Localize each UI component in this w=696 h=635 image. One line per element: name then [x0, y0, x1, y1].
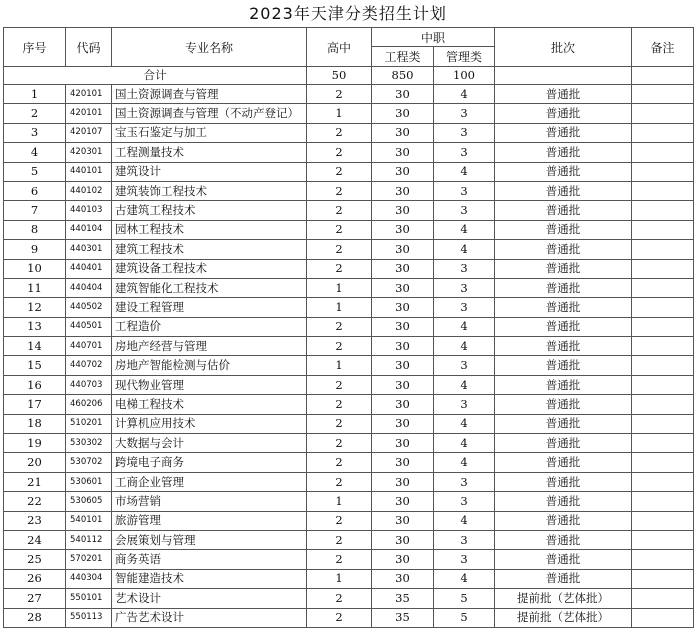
major-name-cell: 国土资源调查与管理: [112, 85, 307, 104]
code-cell: 530605: [66, 492, 112, 511]
seq-cell: 24: [4, 530, 66, 549]
major-name-cell: 旅游管理: [112, 511, 307, 530]
table-row: [4, 530, 694, 549]
major-name-cell: 建筑智能化工程技术: [112, 278, 307, 297]
batch-cell: 普通批: [495, 298, 632, 317]
code-cell: 570201: [66, 550, 112, 569]
batch-cell: 提前批（艺体批）: [495, 589, 632, 608]
engineering-cell: 30: [372, 143, 434, 162]
code-cell: 440404: [66, 278, 112, 297]
code-cell: 550101: [66, 589, 112, 608]
management-cell: 3: [434, 104, 495, 123]
engineering-cell: 30: [372, 181, 434, 200]
page-title: 2023年天津分类招生计划: [249, 4, 447, 23]
table-row: [4, 220, 694, 239]
management-cell: 4: [434, 453, 495, 472]
management-cell: 3: [434, 298, 495, 317]
batch-cell: 普通批: [495, 453, 632, 472]
batch-cell: 普通批: [495, 569, 632, 588]
note-cell: [632, 414, 694, 433]
seq-cell: 25: [4, 550, 66, 569]
management-cell: 4: [434, 414, 495, 433]
table-row: [4, 143, 694, 162]
table-row: [4, 608, 694, 627]
high-school-cell: 1: [307, 278, 372, 297]
major-name-cell: 智能建造技术: [112, 569, 307, 588]
high-school-cell: 2: [307, 511, 372, 530]
enrollment-plan-table: [3, 27, 694, 628]
batch-cell: 普通批: [495, 414, 632, 433]
batch-cell: 普通批: [495, 356, 632, 375]
major-name-cell: 计算机应用技术: [112, 414, 307, 433]
high-school-cell: 1: [307, 298, 372, 317]
note-cell: [632, 162, 694, 181]
code-cell: 530601: [66, 472, 112, 491]
seq-cell: 16: [4, 375, 66, 394]
note-cell: [632, 375, 694, 394]
major-name-cell: 会展策划与管理: [112, 530, 307, 549]
note-cell: [632, 395, 694, 414]
table-row: [4, 259, 694, 278]
table-row: [4, 298, 694, 317]
seq-cell: 15: [4, 356, 66, 375]
major-name-cell: 古建筑工程技术: [112, 201, 307, 220]
note-cell: [632, 278, 694, 297]
engineering-cell: 30: [372, 511, 434, 530]
management-cell: 3: [434, 143, 495, 162]
batch-cell: 普通批: [495, 123, 632, 142]
management-cell: 4: [434, 220, 495, 239]
management-cell: 4: [434, 85, 495, 104]
batch-cell: 普通批: [495, 395, 632, 414]
code-cell: 510201: [66, 414, 112, 433]
high-school-cell: 2: [307, 550, 372, 569]
management-cell: 3: [434, 530, 495, 549]
management-cell: 3: [434, 356, 495, 375]
table-row: [4, 550, 694, 569]
code-cell: 440102: [66, 181, 112, 200]
management-cell: 4: [434, 162, 495, 181]
engineering-cell: 30: [372, 278, 434, 297]
management-cell: 3: [434, 259, 495, 278]
high-school-cell: 2: [307, 589, 372, 608]
major-name-cell: 国土资源调查与管理（不动产登记）: [112, 104, 307, 123]
high-school-cell: 2: [307, 453, 372, 472]
note-cell: [632, 356, 694, 375]
major-name-cell: 建设工程管理: [112, 298, 307, 317]
note-cell: [632, 201, 694, 220]
header-major: 专业名称: [112, 28, 307, 67]
seq-cell: 5: [4, 162, 66, 181]
seq-cell: 28: [4, 608, 66, 627]
header-code: 代码: [66, 28, 112, 67]
engineering-cell: 30: [372, 356, 434, 375]
batch-cell: 普通批: [495, 317, 632, 336]
seq-cell: 22: [4, 492, 66, 511]
management-cell: 3: [434, 472, 495, 491]
note-cell: [632, 240, 694, 259]
management-cell: 3: [434, 278, 495, 297]
note-cell: [632, 337, 694, 356]
code-cell: 440502: [66, 298, 112, 317]
seq-cell: 17: [4, 395, 66, 414]
code-cell: 530702: [66, 453, 112, 472]
total-management: 100: [434, 67, 495, 85]
header-high-school: 高中: [307, 28, 372, 67]
high-school-cell: 2: [307, 530, 372, 549]
note-cell: [632, 569, 694, 588]
major-name-cell: 宝玉石鉴定与加工: [112, 123, 307, 142]
table-row: [4, 356, 694, 375]
note-cell: [632, 220, 694, 239]
header-seq: 序号: [4, 28, 66, 67]
major-name-cell: 园林工程技术: [112, 220, 307, 239]
management-cell: 5: [434, 608, 495, 627]
management-cell: 4: [434, 240, 495, 259]
high-school-cell: 2: [307, 414, 372, 433]
high-school-cell: 1: [307, 569, 372, 588]
note-cell: [632, 608, 694, 627]
batch-cell: 普通批: [495, 550, 632, 569]
table-row: [4, 240, 694, 259]
note-cell: [632, 453, 694, 472]
code-cell: 420301: [66, 143, 112, 162]
high-school-cell: 2: [307, 85, 372, 104]
engineering-cell: 30: [372, 530, 434, 549]
header-engineering: 工程类: [372, 47, 434, 67]
batch-cell: 普通批: [495, 240, 632, 259]
high-school-cell: 2: [307, 143, 372, 162]
major-name-cell: 广告艺术设计: [112, 608, 307, 627]
batch-cell: 普通批: [495, 143, 632, 162]
total-label: 合计: [4, 67, 307, 85]
note-cell: [632, 85, 694, 104]
table-row: [4, 569, 694, 588]
seq-cell: 14: [4, 337, 66, 356]
batch-cell: 提前批（艺体批）: [495, 608, 632, 627]
note-cell: [632, 123, 694, 142]
engineering-cell: 30: [372, 453, 434, 472]
total-row: [4, 67, 694, 85]
major-name-cell: 房地产智能检测与估价: [112, 356, 307, 375]
batch-cell: 普通批: [495, 337, 632, 356]
high-school-cell: 2: [307, 375, 372, 394]
high-school-cell: 2: [307, 201, 372, 220]
seq-cell: 4: [4, 143, 66, 162]
engineering-cell: 30: [372, 414, 434, 433]
table-row: [4, 201, 694, 220]
seq-cell: 1: [4, 85, 66, 104]
code-cell: 550113: [66, 608, 112, 627]
major-name-cell: 建筑工程技术: [112, 240, 307, 259]
note-cell: [632, 317, 694, 336]
seq-cell: 10: [4, 259, 66, 278]
header-note: 备注: [632, 28, 694, 67]
batch-cell: 普通批: [495, 530, 632, 549]
code-cell: 420107: [66, 123, 112, 142]
major-name-cell: 工商企业管理: [112, 472, 307, 491]
table-row: [4, 589, 694, 608]
table-row: [4, 434, 694, 453]
code-cell: 530302: [66, 434, 112, 453]
major-name-cell: 建筑设计: [112, 162, 307, 181]
management-cell: 4: [434, 317, 495, 336]
engineering-cell: 30: [372, 162, 434, 181]
batch-cell: 普通批: [495, 201, 632, 220]
table-row: [4, 181, 694, 200]
seq-cell: 7: [4, 201, 66, 220]
high-school-cell: 2: [307, 240, 372, 259]
major-name-cell: 工程造价: [112, 317, 307, 336]
total-high-school: 50: [307, 67, 372, 85]
table-row: [4, 278, 694, 297]
seq-cell: 6: [4, 181, 66, 200]
note-cell: [632, 530, 694, 549]
header-secondary-vocational: 中职: [372, 28, 495, 47]
high-school-cell: 2: [307, 162, 372, 181]
seq-cell: 26: [4, 569, 66, 588]
management-cell: 3: [434, 123, 495, 142]
header-management: 管理类: [434, 47, 495, 67]
engineering-cell: 30: [372, 550, 434, 569]
note-cell: [632, 143, 694, 162]
engineering-cell: 30: [372, 220, 434, 239]
code-cell: 440103: [66, 201, 112, 220]
batch-cell: 普通批: [495, 434, 632, 453]
engineering-cell: 35: [372, 608, 434, 627]
high-school-cell: 1: [307, 104, 372, 123]
table-row: [4, 85, 694, 104]
code-cell: 440304: [66, 569, 112, 588]
seq-cell: 27: [4, 589, 66, 608]
high-school-cell: 2: [307, 123, 372, 142]
batch-cell: 普通批: [495, 259, 632, 278]
total-note: [632, 67, 694, 85]
table-row: [4, 472, 694, 491]
code-cell: 440101: [66, 162, 112, 181]
code-cell: 440104: [66, 220, 112, 239]
table-row: [4, 337, 694, 356]
management-cell: 3: [434, 181, 495, 200]
table-row: [4, 395, 694, 414]
batch-cell: 普通批: [495, 85, 632, 104]
high-school-cell: 2: [307, 472, 372, 491]
seq-cell: 18: [4, 414, 66, 433]
seq-cell: 13: [4, 317, 66, 336]
major-name-cell: 建筑设备工程技术: [112, 259, 307, 278]
management-cell: 4: [434, 375, 495, 394]
code-cell: 420101: [66, 85, 112, 104]
seq-cell: 11: [4, 278, 66, 297]
major-name-cell: 工程测量技术: [112, 143, 307, 162]
management-cell: 4: [434, 337, 495, 356]
table-row: [4, 123, 694, 142]
table-row: [4, 453, 694, 472]
table-row: [4, 414, 694, 433]
high-school-cell: 2: [307, 259, 372, 278]
code-cell: 460206: [66, 395, 112, 414]
seq-cell: 2: [4, 104, 66, 123]
batch-cell: 普通批: [495, 511, 632, 530]
code-cell: 440501: [66, 317, 112, 336]
batch-cell: 普通批: [495, 492, 632, 511]
table-row: [4, 492, 694, 511]
engineering-cell: 30: [372, 85, 434, 104]
header-batch: 批次: [495, 28, 632, 67]
major-name-cell: 现代物业管理: [112, 375, 307, 394]
table-row: [4, 317, 694, 336]
high-school-cell: 2: [307, 337, 372, 356]
management-cell: 3: [434, 550, 495, 569]
engineering-cell: 30: [372, 569, 434, 588]
code-cell: 420101: [66, 104, 112, 123]
high-school-cell: 1: [307, 356, 372, 375]
table-row: [4, 511, 694, 530]
engineering-cell: 30: [372, 298, 434, 317]
code-cell: 440701: [66, 337, 112, 356]
batch-cell: 普通批: [495, 181, 632, 200]
code-cell: 440703: [66, 375, 112, 394]
high-school-cell: 2: [307, 220, 372, 239]
batch-cell: 普通批: [495, 162, 632, 181]
note-cell: [632, 434, 694, 453]
major-name-cell: 大数据与会计: [112, 434, 307, 453]
engineering-cell: 30: [372, 492, 434, 511]
major-name-cell: 电梯工程技术: [112, 395, 307, 414]
batch-cell: 普通批: [495, 278, 632, 297]
batch-cell: 普通批: [495, 104, 632, 123]
high-school-cell: 2: [307, 434, 372, 453]
note-cell: [632, 104, 694, 123]
engineering-cell: 35: [372, 589, 434, 608]
batch-cell: 普通批: [495, 220, 632, 239]
engineering-cell: 30: [372, 337, 434, 356]
major-name-cell: 建筑装饰工程技术: [112, 181, 307, 200]
management-cell: 4: [434, 434, 495, 453]
note-cell: [632, 181, 694, 200]
major-name-cell: 跨境电子商务: [112, 453, 307, 472]
note-cell: [632, 472, 694, 491]
engineering-cell: 30: [372, 317, 434, 336]
note-cell: [632, 550, 694, 569]
high-school-cell: 2: [307, 395, 372, 414]
management-cell: 3: [434, 201, 495, 220]
note-cell: [632, 298, 694, 317]
seq-cell: 9: [4, 240, 66, 259]
note-cell: [632, 511, 694, 530]
note-cell: [632, 259, 694, 278]
seq-cell: 20: [4, 453, 66, 472]
note-cell: [632, 589, 694, 608]
management-cell: 3: [434, 492, 495, 511]
seq-cell: 23: [4, 511, 66, 530]
table-row: [4, 104, 694, 123]
note-cell: [632, 492, 694, 511]
seq-cell: 8: [4, 220, 66, 239]
table-row: [4, 375, 694, 394]
batch-cell: 普通批: [495, 472, 632, 491]
management-cell: 5: [434, 589, 495, 608]
total-engineering: 850: [372, 67, 434, 85]
batch-cell: 普通批: [495, 375, 632, 394]
seq-cell: 3: [4, 123, 66, 142]
engineering-cell: 30: [372, 123, 434, 142]
major-name-cell: 艺术设计: [112, 589, 307, 608]
management-cell: 3: [434, 395, 495, 414]
code-cell: 540112: [66, 530, 112, 549]
high-school-cell: 2: [307, 317, 372, 336]
management-cell: 4: [434, 511, 495, 530]
code-cell: 440301: [66, 240, 112, 259]
high-school-cell: 2: [307, 608, 372, 627]
engineering-cell: 30: [372, 472, 434, 491]
total-batch: [495, 67, 632, 85]
seq-cell: 21: [4, 472, 66, 491]
code-cell: 540101: [66, 511, 112, 530]
engineering-cell: 30: [372, 259, 434, 278]
major-name-cell: 商务英语: [112, 550, 307, 569]
high-school-cell: 1: [307, 492, 372, 511]
engineering-cell: 30: [372, 375, 434, 394]
seq-cell: 19: [4, 434, 66, 453]
high-school-cell: 2: [307, 181, 372, 200]
major-name-cell: 市场营销: [112, 492, 307, 511]
major-name-cell: 房地产经营与管理: [112, 337, 307, 356]
management-cell: 4: [434, 569, 495, 588]
engineering-cell: 30: [372, 104, 434, 123]
seq-cell: 12: [4, 298, 66, 317]
table-body: [4, 67, 694, 628]
code-cell: 440401: [66, 259, 112, 278]
engineering-cell: 30: [372, 434, 434, 453]
code-cell: 440702: [66, 356, 112, 375]
engineering-cell: 30: [372, 395, 434, 414]
engineering-cell: 30: [372, 201, 434, 220]
table-row: [4, 162, 694, 181]
engineering-cell: 30: [372, 240, 434, 259]
